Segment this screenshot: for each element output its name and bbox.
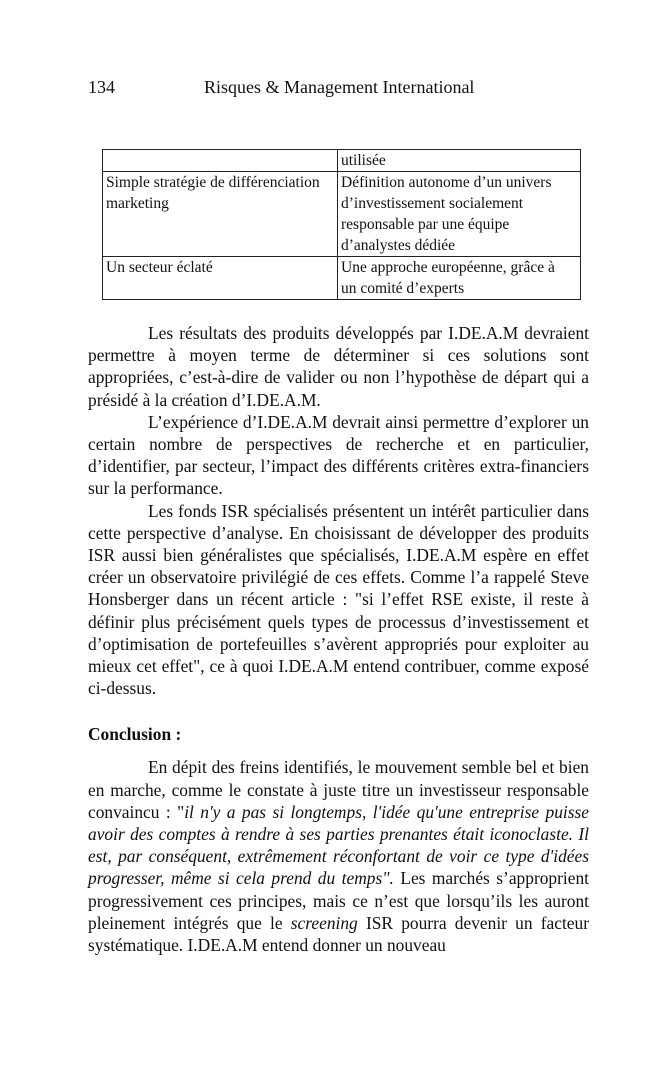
table-row bbox=[103, 257, 581, 300]
italic-term: screening bbox=[290, 912, 358, 933]
conclusion-paragraph bbox=[88, 756, 589, 956]
paragraph: L’expérience d’I.DE.A.M devrait ainsi permettre d’explorer un certain nombre de perspectives de recherche et en particulier, d’identifier, par secteur, l’impact des différents critères extra-financiers sur la performance. bbox=[88, 411, 589, 499]
quote: il n'y a pas si longtemps, l'idée qu'une entreprise puisse avoir des comptes à rendre à ses parties prenantes était iconoclaste. Il est, par conséquent, extrêmement réconfortant de voir ce type d'idées progresser, même si cela prend du temps". bbox=[88, 801, 589, 889]
page-number: 134 bbox=[88, 77, 115, 97]
conclusion-end: ISR pourra devenir un facteur systématique. I.DE.A.M entend donner un nouveau bbox=[88, 912, 589, 956]
table-row bbox=[103, 150, 581, 172]
table-cell: Un secteur éclaté bbox=[103, 257, 338, 300]
table-cell bbox=[103, 150, 338, 172]
paragraph: Les résultats des produits développés par I.DE.A.M devraient permettre à moyen terme de déterminer si ces solutions sont appropriées, c’est-à-dire de valider ou non l’hypothèse de départ qui a présidé à la création d’I.DE.A.M. bbox=[88, 323, 589, 410]
table-cell: utilisée bbox=[338, 150, 581, 172]
conclusion-intro: En dépit des freins identifiés, le mouvement semble bel et bien en marche, comme le constate à juste titre un investisseur responsable convaincu : " bbox=[88, 757, 589, 822]
section-heading: Conclusion : bbox=[88, 724, 182, 745]
table-cell: Définition autonome d’un univers d’investissement socialement responsable par une équipe d’analystes dédiée bbox=[338, 172, 581, 257]
body-text bbox=[88, 322, 589, 956]
table-cell: Une approche européenne, grâce à un comité d’experts bbox=[338, 257, 581, 300]
paragraph: Les fonds ISR spécialisés présentent un intérêt particulier dans cette perspective d’analyse. En choisissant de développer des produits ISR aussi bien généralistes que spécialisés, I.DE.A.M espère en effet créer un observatoire privilégié de ces effets. Comme l’a rappelé Steve Honsberger dans un récent article : "si l’effet RSE existe, il reste à définir plus précisément quels types de processus d’investissement et d’optimisation de portefeuilles s’avèrent appropriés pour exploiter au mieux cet effet", ce à quoi I.DE.A.M entend contribuer, comme exposé ci-dessus. bbox=[88, 500, 589, 699]
table-cell: Simple stratégie de différenciation marketing bbox=[103, 172, 338, 257]
conclusion-middle: Les marchés s’approprient progressivement ces principes, mais ce n’est que lorsqu’ils les auront pleinement intégrés que le bbox=[88, 868, 589, 933]
table-row bbox=[103, 172, 581, 257]
comparison-table bbox=[102, 149, 581, 300]
journal-title: Risques & Management International bbox=[204, 77, 475, 97]
